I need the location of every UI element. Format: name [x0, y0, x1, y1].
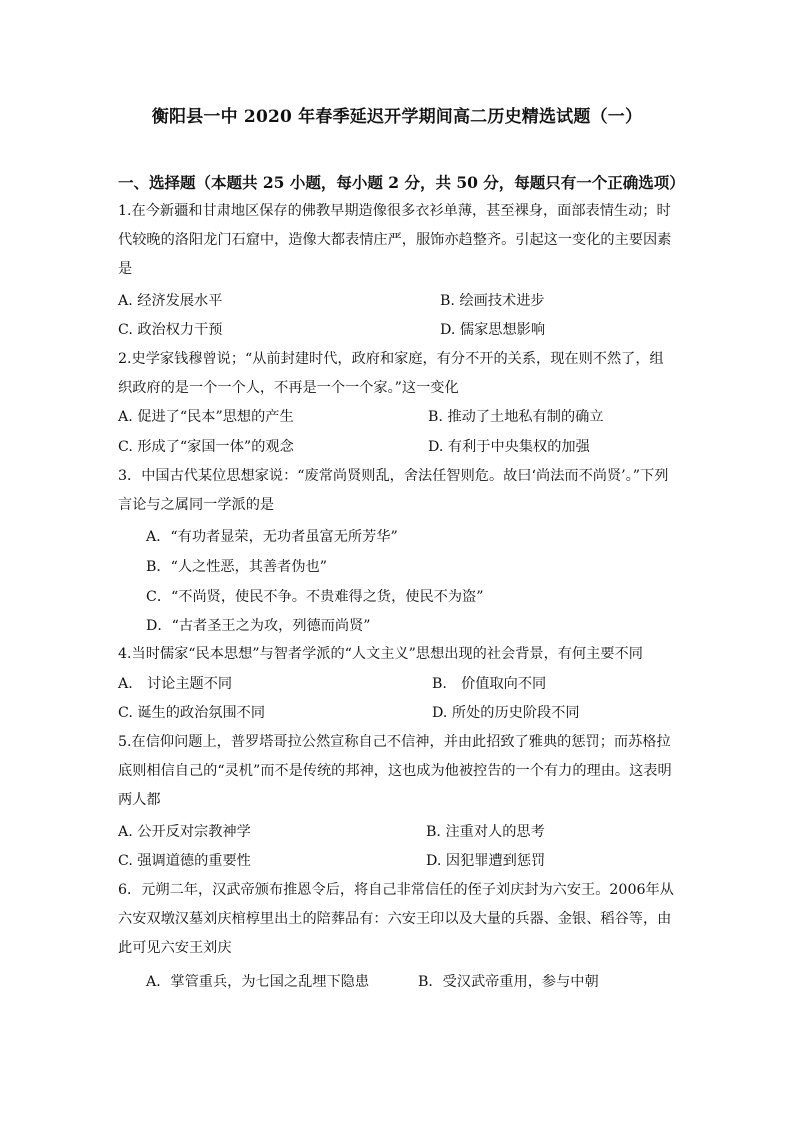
- q6-option-b: B．受汉武帝重用，参与中朝: [418, 974, 599, 990]
- q1-option-b: B. 绘画技术进步: [440, 293, 545, 309]
- page-title: 衡阳县一中 2020 年春季延迟开学期间高二历史精选试题（一）: [151, 107, 643, 127]
- q4-option-b: B. 价值取向不同: [432, 676, 547, 692]
- q1-option-a: A. 经济发展水平: [118, 293, 223, 309]
- question-stem-6: 6．元朔二年，汉武帝颁布推恩令后，将自己非常信任的侄子刘庆封为六安王。2006年从六安双墩汉墓刘庆棺椁里出土的陪葬品有：六安王印以及大量的兵器、金银、稻谷等，由此可见六安王刘庆: [118, 882, 674, 956]
- q5-option-c: C. 强调道德的重要性: [118, 853, 251, 869]
- q6-option-a: A．掌管重兵，为七国之乱埋下隐患: [146, 974, 370, 990]
- q2-option-a: A. 促进了“民本”思想的产生: [118, 409, 294, 425]
- q3-option-b: B．“人之性恶，其善者伪也”: [146, 559, 327, 575]
- q4-option-c: C. 诞生的政治氛围不同: [118, 705, 266, 721]
- q3-option-a: A．“有功者显荣，无功者虽富无所芳华”: [146, 529, 398, 545]
- question-stem-4: 4.当时儒家“民本思想”与智者学派的“人文主义”思想出现的社会背景，有何主要不同: [118, 646, 643, 662]
- q2-option-c: C. 形成了“家国一体”的观念: [118, 439, 294, 455]
- question-stem-5: 5.在信仰问题上，普罗塔哥拉公然宣称自己不信神，并由此招致了雅典的惩罚；而苏格拉底则相信自己的“灵机”而不是传统的邦神，这也成为他被控告的一个有力的理由。这表明两人都: [118, 734, 672, 808]
- q2-option-b: B. 推动了土地私有制的确立: [428, 409, 604, 425]
- q4-option-a: A. 讨论主题不同: [118, 676, 233, 692]
- q1-option-d: D. 儒家思想影响: [440, 322, 546, 338]
- question-stem-1: 1.在今新疆和甘肃地区保存的佛教早期造像很多衣衫单薄，甚至裸身，面部表情生动；时代较晚的洛阳龙门石窟中，造像大都表情庄严，服饰亦趋整齐。引起这一变化的主要因素是: [118, 203, 672, 277]
- q1-option-c: C. 政治权力干预: [118, 322, 223, 338]
- q4-option-d: D. 所处的历史阶段不同: [432, 705, 580, 721]
- question-stem-2: 2.史学家钱穆曾说；“从前封建时代，政府和家庭，有分不开的关系，现在则不然了，组织政府的是一个一个人，不再是一个一个家。”这一变化: [118, 351, 664, 396]
- q3-option-d: D．“古者圣王之为攻，列德而尚贤”: [146, 618, 371, 634]
- q2-option-d: D. 有利于中央集权的加强: [428, 439, 590, 455]
- section-heading: 一、选择题（本题共 25 小题，每小题 2 分，共 50 分，每题只有一个正确选项）: [118, 173, 685, 192]
- q5-option-d: D. 因犯罪遭到惩罚: [426, 853, 546, 869]
- q5-option-a: A. 公开反对宗教神学: [118, 824, 251, 840]
- q3-option-c: C．“不尚贤，使民不争。不贵难得之货，使民不为盗”: [146, 589, 484, 605]
- question-stem-3: 3．中国古代某位思想家说：“废常尚贤则乱，舍法任智则危。故曰‘尚法而不尚贤’。”下列言论与之属同一学派的是: [118, 468, 669, 513]
- q5-option-b: B. 注重对人的思考: [426, 824, 545, 840]
